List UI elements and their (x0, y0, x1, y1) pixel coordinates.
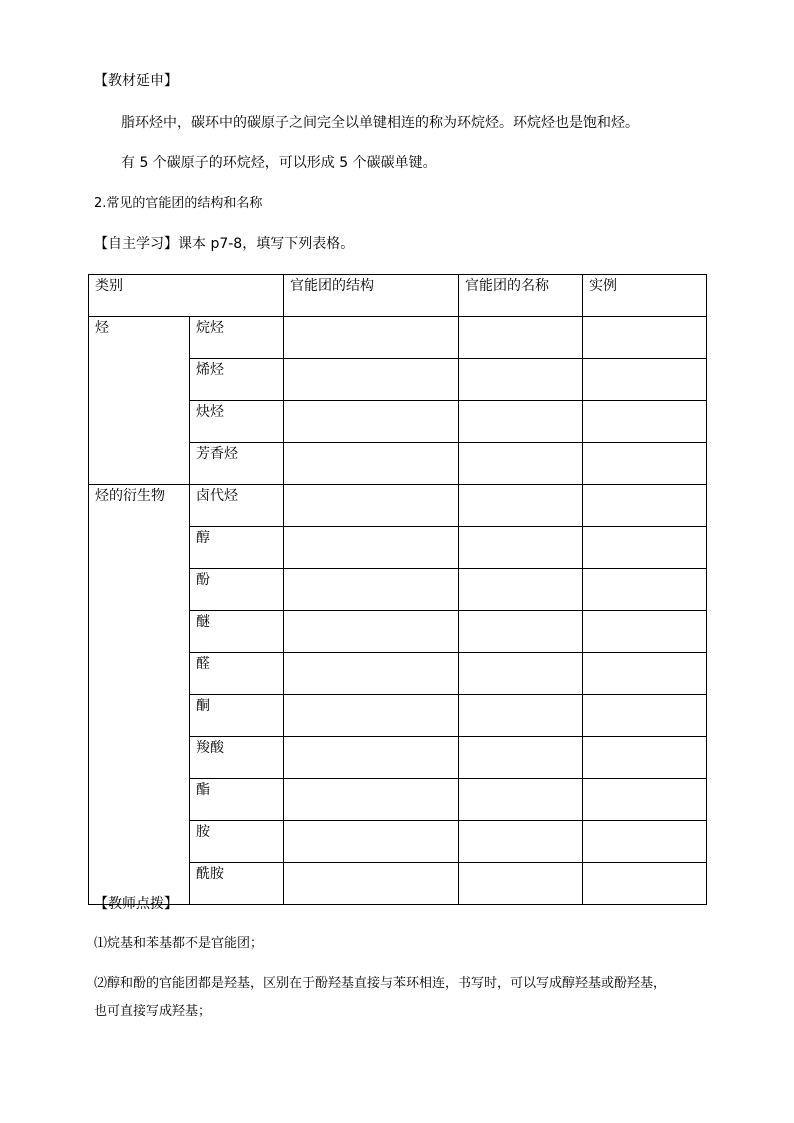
cell-name[interactable] (459, 611, 583, 653)
row-label: 酚 (190, 569, 284, 611)
cell-name[interactable] (459, 569, 583, 611)
header-example: 实例 (583, 275, 707, 317)
table-row (89, 485, 707, 527)
cell-structure[interactable] (284, 611, 459, 653)
note-2-line-2: 也可直接写成羟基； (94, 1004, 212, 1019)
cell-name[interactable] (459, 317, 583, 359)
cell-example[interactable] (583, 863, 707, 905)
cell-name[interactable] (459, 695, 583, 737)
row-label: 酯 (190, 779, 284, 821)
cell-example[interactable] (583, 569, 707, 611)
cell-example[interactable] (583, 611, 707, 653)
cell-name[interactable] (459, 863, 583, 905)
cell-structure[interactable] (284, 779, 459, 821)
table-header-row (89, 275, 707, 317)
row-label: 芳香烃 (190, 443, 284, 485)
functional-group-table (88, 274, 707, 905)
cell-example[interactable] (583, 821, 707, 863)
cell-example[interactable] (583, 737, 707, 779)
row-label: 醇 (190, 527, 284, 569)
cell-structure[interactable] (284, 527, 459, 569)
row-label: 卤代烃 (190, 485, 284, 527)
cell-structure[interactable] (284, 653, 459, 695)
cell-example[interactable] (583, 443, 707, 485)
cell-structure[interactable] (284, 569, 459, 611)
subheading-functional-groups: 2.常见的官能团的结构和名称 (94, 196, 263, 211)
header-name: 官能团的名称 (459, 275, 583, 317)
row-label: 羧酸 (190, 737, 284, 779)
cell-structure[interactable] (284, 485, 459, 527)
cell-name[interactable] (459, 737, 583, 779)
cell-name[interactable] (459, 401, 583, 443)
group-hydrocarbon: 烃 (89, 317, 190, 485)
paragraph-five-carbon: 有 5 个碳原子的环烷烃，可以形成 5 个碳碳单键。 (121, 155, 437, 171)
row-label: 烯烃 (190, 359, 284, 401)
note-2-line-1: ⑵醇和酚的官能团都是羟基，区别在于酚羟基直接与苯环相连，书写时，可以写成醇羟基或酚羟基， (94, 976, 667, 991)
cell-example[interactable] (583, 653, 707, 695)
cell-name[interactable] (459, 443, 583, 485)
cell-name[interactable] (459, 653, 583, 695)
row-label: 酰胺 (190, 863, 284, 905)
row-label: 酮 (190, 695, 284, 737)
cell-name[interactable] (459, 359, 583, 401)
cell-structure[interactable] (284, 359, 459, 401)
cell-example[interactable] (583, 401, 707, 443)
cell-example[interactable] (583, 695, 707, 737)
cell-example[interactable] (583, 317, 707, 359)
row-label: 醚 (190, 611, 284, 653)
section-heading: 【教材延申】 (94, 73, 178, 89)
note-1: ⑴烷基和苯基都不是官能团； (94, 936, 264, 951)
cell-structure[interactable] (284, 821, 459, 863)
cell-structure[interactable] (284, 737, 459, 779)
teacher-heading: 【教师点拨】 (94, 896, 178, 912)
row-label: 炔烃 (190, 401, 284, 443)
cell-example[interactable] (583, 359, 707, 401)
cell-structure[interactable] (284, 863, 459, 905)
cell-example[interactable] (583, 527, 707, 569)
table-row (89, 317, 707, 359)
cell-name[interactable] (459, 527, 583, 569)
row-label: 醛 (190, 653, 284, 695)
cell-structure[interactable] (284, 401, 459, 443)
cell-structure[interactable] (284, 317, 459, 359)
group-derivatives: 烃的衍生物 (89, 485, 190, 905)
cell-name[interactable] (459, 779, 583, 821)
cell-example[interactable] (583, 779, 707, 821)
cell-structure[interactable] (284, 443, 459, 485)
header-category: 类别 (89, 275, 284, 317)
row-label: 胺 (190, 821, 284, 863)
paragraph-cycloalkane: 脂环烃中，碳环中的碳原子之间完全以单键相连的称为环烷烃。环烷烃也是饱和烃。 (121, 115, 639, 131)
cell-name[interactable] (459, 821, 583, 863)
cell-structure[interactable] (284, 695, 459, 737)
cell-example[interactable] (583, 485, 707, 527)
cell-name[interactable] (459, 485, 583, 527)
header-structure: 官能团的结构 (284, 275, 459, 317)
task-instruction: 【自主学习】课本 p7-8，填写下列表格。 (94, 236, 355, 252)
row-label: 烷烃 (190, 317, 284, 359)
